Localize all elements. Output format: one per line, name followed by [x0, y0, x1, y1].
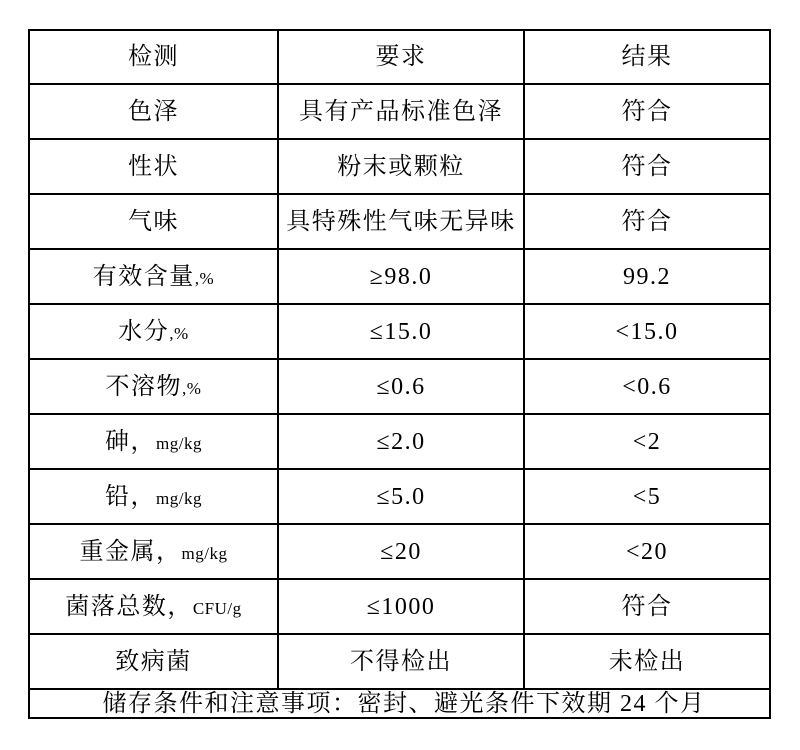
- result-cell: 符合: [524, 194, 770, 249]
- column-header-requirement: 要求: [278, 30, 524, 84]
- table-row: [29, 414, 770, 469]
- table-row: [29, 194, 770, 249]
- test-name-cell: [29, 304, 278, 359]
- requirement-cell: ≤1000: [278, 579, 524, 634]
- table-row: [29, 139, 770, 194]
- result-cell: <20: [524, 524, 770, 579]
- test-name-cell: [29, 359, 278, 414]
- test-name-cell: [29, 139, 278, 194]
- requirement-cell: 具有产品标准色泽: [278, 84, 524, 139]
- requirement-cell: ≥98.0: [278, 249, 524, 304]
- table-footer-row: [29, 689, 770, 718]
- test-unit: CFU/g: [192, 598, 242, 618]
- result-cell: 99.2: [524, 249, 770, 304]
- test-label: 色泽: [128, 98, 179, 125]
- result-cell: 符合: [524, 84, 770, 139]
- table-row: [29, 249, 770, 304]
- test-name-cell: [29, 524, 278, 579]
- test-name-cell: [29, 414, 278, 469]
- table-row: [29, 84, 770, 139]
- result-cell: <15.0: [524, 304, 770, 359]
- result-cell: <2: [524, 414, 770, 469]
- test-label: 有效含量: [92, 263, 195, 290]
- test-name-cell: [29, 84, 278, 139]
- result-cell: 未检出: [524, 634, 770, 689]
- test-name-cell: [29, 579, 278, 634]
- test-unit: mg/kg: [156, 433, 202, 453]
- test-label: 铅，: [105, 483, 157, 510]
- table-row: [29, 579, 770, 634]
- test-name-cell: [29, 249, 278, 304]
- test-unit: ,%: [169, 323, 189, 343]
- test-label: 水分: [118, 318, 170, 345]
- requirement-cell: ≤2.0: [278, 414, 524, 469]
- table-row: [29, 524, 770, 579]
- table-row: [29, 359, 770, 414]
- storage-note: 储存条件和注意事项：密封、避光条件下效期 24 个月: [29, 689, 770, 718]
- test-label: 性状: [128, 153, 179, 180]
- result-cell: <5: [524, 469, 770, 524]
- table-row: [29, 304, 770, 359]
- result-cell: 符合: [524, 139, 770, 194]
- requirement-cell: 粉末或颗粒: [278, 139, 524, 194]
- requirement-cell: ≤20: [278, 524, 524, 579]
- column-header-test: 检测: [29, 30, 278, 84]
- test-label: 气味: [128, 208, 179, 235]
- test-unit: mg/kg: [181, 543, 228, 563]
- table-header-row: [29, 30, 770, 84]
- test-unit: ,%: [182, 378, 202, 398]
- test-label: 重金属，: [79, 538, 182, 565]
- requirement-cell: ≤0.6: [278, 359, 524, 414]
- requirement-cell: ≤15.0: [278, 304, 524, 359]
- table-row: [29, 634, 770, 689]
- test-unit: mg/kg: [156, 488, 202, 508]
- test-name-cell: [29, 194, 278, 249]
- test-label: 菌落总数，: [65, 593, 193, 620]
- test-unit: ,%: [194, 268, 215, 288]
- table-row: [29, 469, 770, 524]
- requirement-cell: ≤5.0: [278, 469, 524, 524]
- test-name-cell: [29, 634, 278, 689]
- requirement-cell: 具特殊性气味无异味: [278, 194, 524, 249]
- requirement-cell: 不得检出: [278, 634, 524, 689]
- column-header-result: 结果: [524, 30, 770, 84]
- test-label: 不溶物: [105, 373, 183, 400]
- inspection-table: [28, 29, 771, 719]
- test-label: 致病菌: [115, 648, 192, 675]
- result-cell: 符合: [524, 579, 770, 634]
- test-name-cell: [29, 469, 278, 524]
- result-cell: <0.6: [524, 359, 770, 414]
- test-label: 砷，: [105, 428, 157, 455]
